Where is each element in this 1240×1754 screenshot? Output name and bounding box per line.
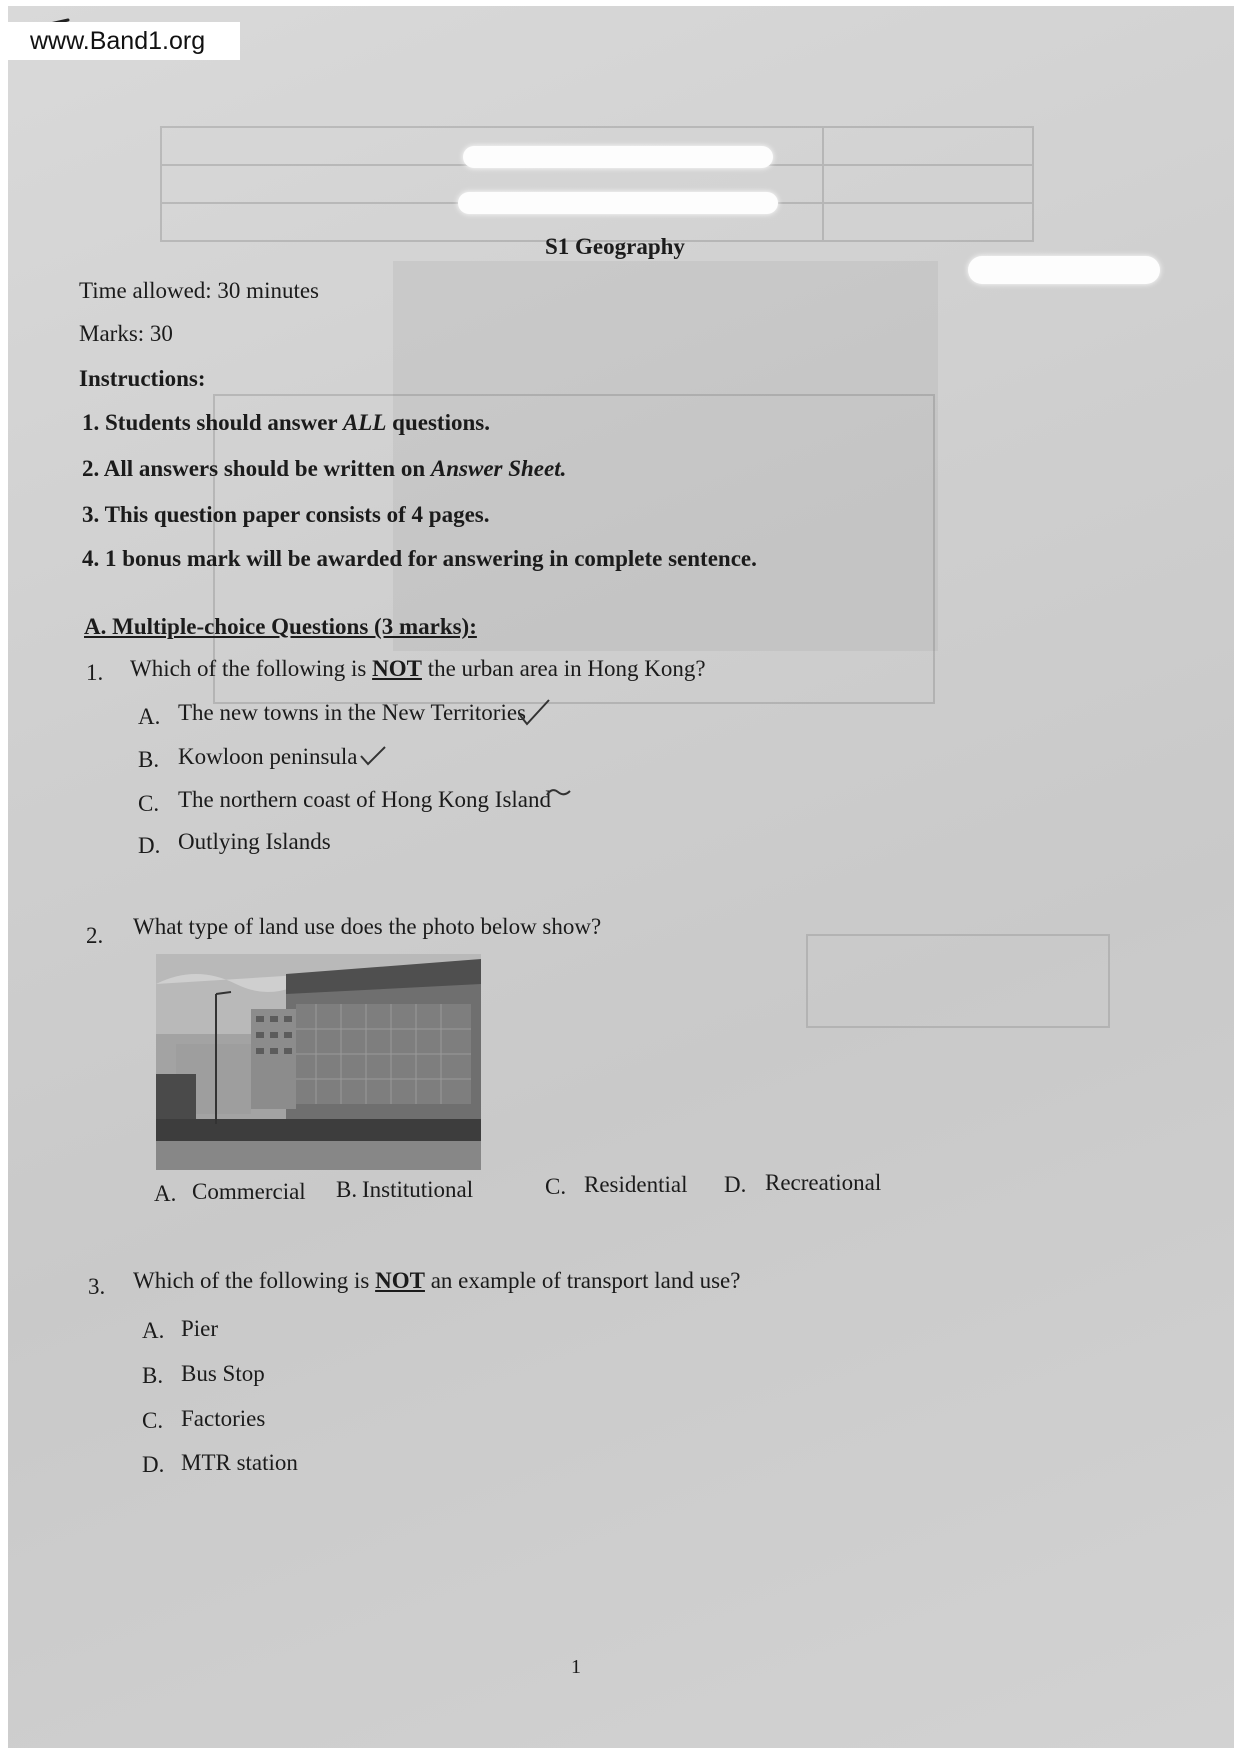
- check-mark-icon: [516, 696, 552, 728]
- option-text: Institutional: [362, 1177, 474, 1202]
- option-text: Recreational: [765, 1170, 882, 1195]
- option-letter: A.: [138, 704, 161, 729]
- option-letter: B.: [142, 1363, 164, 1388]
- redaction-mark: [463, 146, 773, 168]
- question-text: Which of the following is NOT the urban area in Hong Kong?: [130, 656, 706, 681]
- exam-paper-sheet: [8, 6, 1234, 1748]
- option-letter: C.: [142, 1408, 164, 1433]
- total-marks: Marks: 30: [79, 321, 173, 346]
- option-text: The northern coast of Hong Kong Island: [178, 787, 552, 812]
- watermark-label: www.Band1.org: [8, 22, 240, 60]
- check-mark-icon: [358, 744, 388, 766]
- option-text: Pier: [181, 1316, 219, 1341]
- option-text: MTR station: [181, 1450, 298, 1475]
- time-allowed: Time allowed: 30 minutes: [79, 278, 320, 303]
- redaction-mark: [968, 256, 1160, 284]
- option-letter: D.: [724, 1172, 747, 1197]
- instruction-item: 1. Students should answer ALL questions.: [82, 410, 490, 435]
- instruction-item: 2. All answers should be written on Answer Sheet.: [82, 456, 567, 481]
- instructions-title: Instructions:: [79, 366, 206, 391]
- option-text: Residential: [584, 1172, 688, 1197]
- instruction-item: 3. This question paper consists of 4 pages.: [82, 502, 490, 527]
- section-a-title: A. Multiple-choice Questions (3 marks):: [84, 614, 477, 639]
- redaction-mark: [458, 192, 778, 214]
- question-number: 3.: [88, 1274, 106, 1299]
- subject-title: S1 Geography: [545, 234, 685, 259]
- option-letter: A.: [154, 1181, 177, 1206]
- option-text: Kowloon peninsula: [178, 744, 358, 769]
- option-letter: A.: [142, 1318, 165, 1343]
- option-letter: B.: [336, 1177, 358, 1202]
- option-letter: C.: [545, 1174, 567, 1199]
- option-letter: D.: [142, 1452, 165, 1477]
- tilde-mark-icon: [544, 783, 574, 805]
- option-text: Commercial: [192, 1179, 306, 1204]
- option-letter: D.: [138, 833, 161, 858]
- question-text: What type of land use does the photo below show?: [133, 914, 602, 939]
- option-text: The new towns in the New Territories: [178, 700, 526, 725]
- page-number: 1: [571, 1656, 581, 1678]
- option-letter: B.: [138, 747, 160, 772]
- instruction-item: 4. 1 bonus mark will be awarded for answering in complete sentence.: [82, 546, 757, 571]
- option-letter: C.: [138, 791, 160, 816]
- institutional-building-photo: [156, 954, 481, 1170]
- option-text: Bus Stop: [181, 1361, 265, 1386]
- option-text: Outlying Islands: [178, 829, 331, 854]
- question-number: 1.: [86, 660, 104, 685]
- bleed-through-table: [160, 126, 1034, 242]
- option-text: Factories: [181, 1406, 266, 1431]
- question-text: Which of the following is NOT an example of transport land use?: [133, 1268, 741, 1293]
- question-number: 2.: [86, 923, 104, 948]
- bleed-through-box: [806, 934, 1110, 1028]
